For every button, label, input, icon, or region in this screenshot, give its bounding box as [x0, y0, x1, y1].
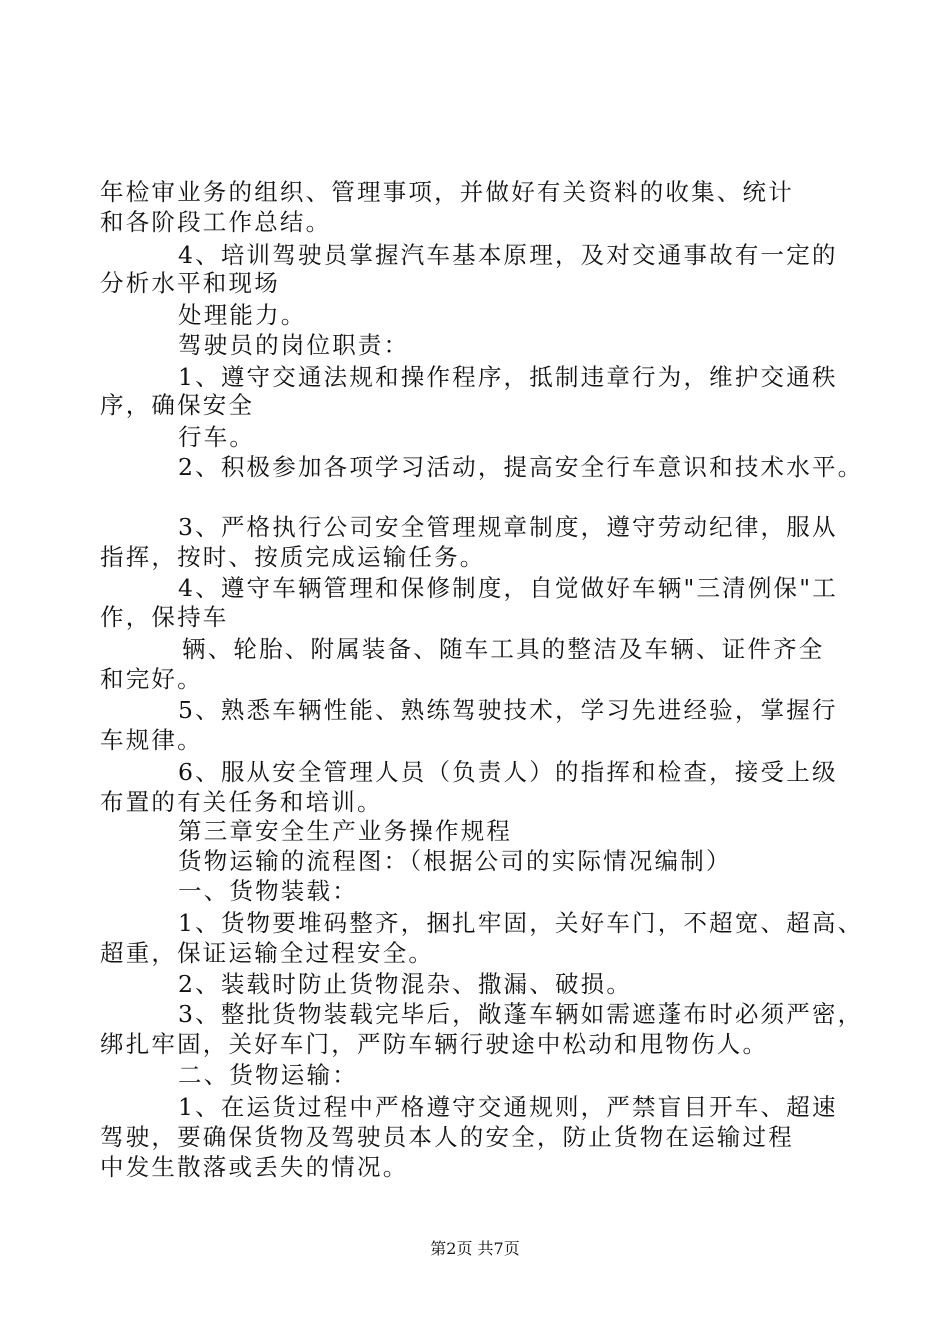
section-heading: 二、货物运输： [178, 1061, 358, 1089]
text-line: 2、积极参加各项学习活动，提高安全行车意识和技术水平。 [178, 453, 864, 481]
text-line: 指挥，按时、按质完成运输任务。 [100, 543, 486, 571]
text-line: 布置的有关任务和培训。 [100, 788, 383, 816]
text-line: 4、遵守车辆管理和保修制度，自觉做好车辆"三清例保"工 [178, 574, 838, 602]
text-line: 处理能力。 [178, 301, 307, 329]
text-line: 驾驶，要确保货物及驾驶员本人的安全，防止货物在运输过程 [100, 1123, 794, 1151]
text-line: 4、培训驾驶员掌握汽车基本原理，及对交通事故有一定的 [178, 241, 838, 269]
chapter-heading: 第三章安全生产业务操作规程 [178, 817, 513, 845]
text-line: 和各阶段工作总结。 [100, 208, 332, 236]
text-line: 绑扎牢固，关好车门，严防车辆行驶途中松动和甩物伤人。 [100, 1030, 769, 1058]
text-line: 3、严格执行公司安全管理规章制度，遵守劳动纪律，服从 [178, 513, 838, 541]
text-line: 3、整批货物装载完毕后，敞蓬车辆如需遮蓬布时必须严密， [178, 1000, 864, 1028]
text-line: 2、装载时防止货物混杂、撒漏、破损。 [178, 970, 633, 998]
text-line: 1、在运货过程中严格遵守交通规则，严禁盲目开车、超速 [178, 1093, 838, 1121]
text-line: 6、服从安全管理人员（负责人）的指挥和检查，接受上级 [178, 758, 838, 786]
text-line: 年检审业务的组织、管理事项，并做好有关资料的收集、统计 [100, 178, 794, 206]
text-line: 作，保持车 [100, 603, 229, 631]
text-line: 行车。 [178, 423, 256, 451]
text-line: 5、熟悉车辆性能、熟练驾驶技术，学习先进经验，掌握行 [178, 696, 838, 724]
section-heading: 驾驶员的岗位职责： [178, 331, 410, 359]
text-line: 1、遵守交通法规和操作程序，抵制违章行为，维护交通秩 [178, 363, 838, 391]
text-line: 辆、轮胎、附属装备、随车工具的整洁及车辆、证件齐全 [182, 635, 825, 663]
text-line: 1、货物要堆码整齐，捆扎牢固，关好车门，不超宽、超高、 [178, 909, 864, 937]
section-heading: 一、货物装载： [178, 877, 358, 905]
text-line: 序，确保安全 [100, 391, 255, 419]
text-line: 货物运输的流程图：（根据公司的实际情况编制） [178, 847, 732, 875]
text-line: 超重，保证运输全过程安全。 [100, 939, 435, 967]
text-line: 和完好。 [100, 665, 203, 693]
text-line: 分析水平和现场 [100, 269, 280, 297]
page-number-footer: 第2页 共7页 [430, 1239, 520, 1258]
text-line: 车规律。 [100, 726, 203, 754]
text-line: 中发生散落或丢失的情况。 [100, 1153, 409, 1181]
